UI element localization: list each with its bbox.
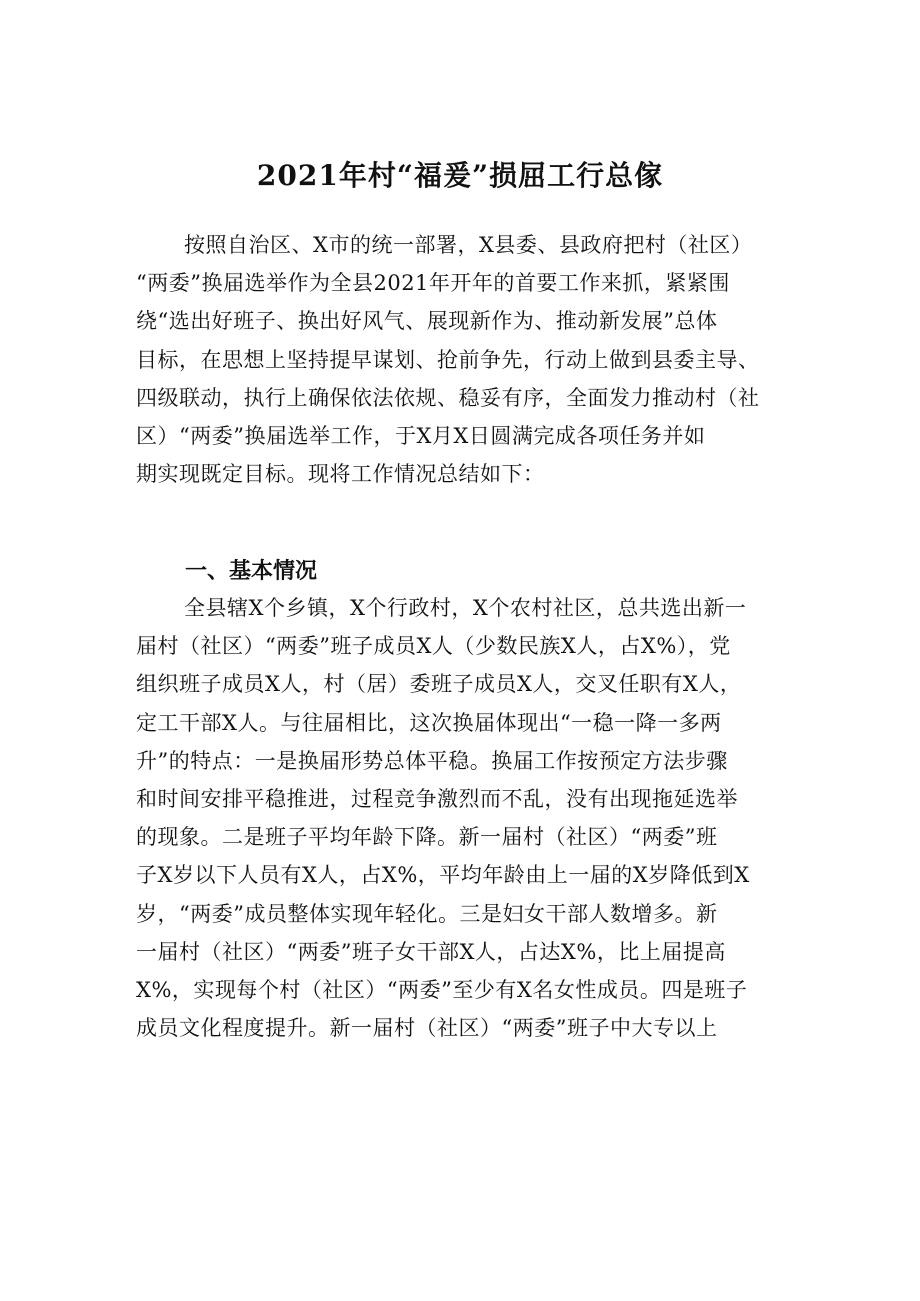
text-line: 四级联动，执行上确保依法依规、稳妥有序，全面发力推动村（社: [136, 385, 760, 410]
text-line: 岁，“两委”成员整体实现年轻化。三是妇女干部人数增多。新: [136, 901, 718, 926]
text-line: “两委”换届选举作为全县2021年开年的首要工作来抓，紧紧围: [136, 271, 730, 296]
text-line: X%，实现每个村（社区）“两委”至少有X名女性成员。四是班子: [136, 978, 748, 1003]
text-line: 绕“选出好班子、换出好风气、展现新作为、推动新发展”总体: [136, 309, 718, 334]
text-line: 成员文化程度提升。新一届村（社区）“两委”班子中大专以上: [136, 1016, 718, 1041]
text-line: 目标，在思想上坚持提早谋划、抢前争先，行动上做到县委主导、: [136, 347, 760, 372]
intro-paragraph: [136, 226, 802, 493]
text-line: 一届村（社区）“两委”班子女干部X人，占达X%，比上届提高: [136, 939, 726, 964]
section-heading: 一、基本情况: [185, 558, 318, 584]
text-line: 届村（社区）“两委”班子成员X人（少数民族X人，占X%），党: [136, 634, 731, 659]
text-line: 区）“两委”换届选举工作，于X月X日圆满完成各项任务并如: [136, 424, 706, 449]
text-line: 升”的特点：一是换届形势总体平稳。换届工作按预定方法步骤: [136, 748, 728, 773]
text-line: 和时间安排平稳推进，过程竞争激烈而不乱，没有出现拖延选举: [136, 787, 738, 812]
text-line: 定工干部X人。与往届相比，这次换届体现出“一稳一降一多两: [136, 710, 722, 735]
text-line: 按照自治区、X市的统一部署，X县委、县政府把村（社区）: [184, 233, 753, 257]
document-title: 2021年村“福爰”损屈工行总傢: [256, 159, 664, 192]
section-paragraph: [136, 589, 802, 1047]
text-line: 的现象。二是班子平均年龄下降。新一届村（社区）“两委”班: [136, 825, 718, 850]
text-line: 子X岁以下人员有X人，占X%，平均年龄由上一届的X岁降低到X: [136, 863, 750, 888]
text-line: 全县辖X个乡镇，X个行政村，X个农村社区，总共选出新一: [184, 596, 747, 620]
text-line: 期实现既定目标。现将工作情况总结如下：: [136, 462, 545, 487]
text-line: 组织班子成员X人，村（居）委班子成员X人，交叉任职有X人，: [136, 672, 742, 697]
